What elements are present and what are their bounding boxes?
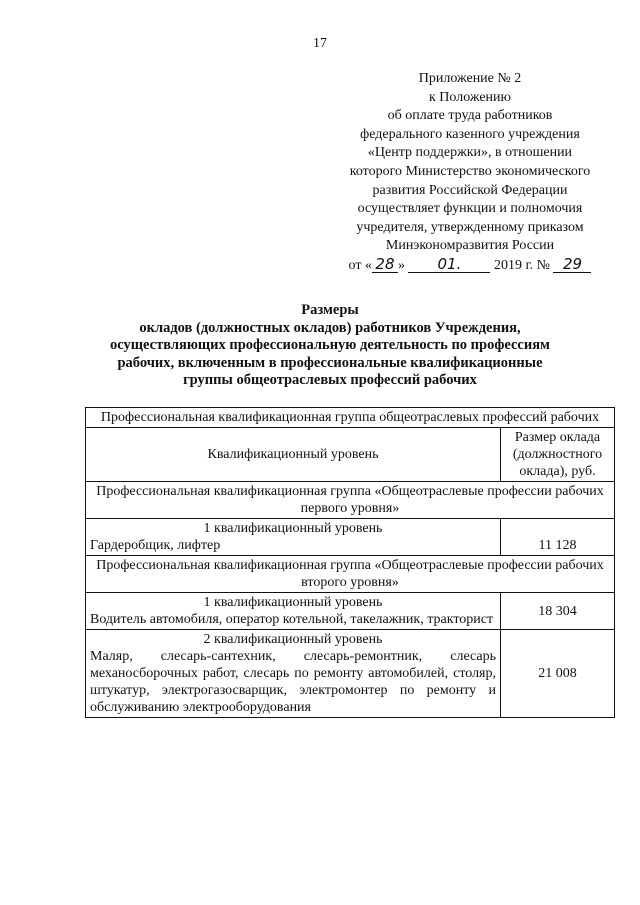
job-list: Гардеробщик, лифтер: [90, 538, 221, 553]
title-line: группы общеотраслевых профессий рабочих: [183, 372, 477, 389]
appendix-line: Приложение № 2: [418, 71, 522, 86]
column-header-salary: Размер оклада (должностного оклада), руб.: [501, 428, 615, 482]
group-row: Профессиональная квалификационная группа «Общеотраслевые профессии рабочих второго уровня»: [86, 556, 615, 593]
appendix-line: Минэкономразвития России: [385, 238, 555, 254]
job-list: Маляр, слесарь-сантехник, слесарь-ремонтник, слесарь механосборочных работ, слесарь по ремонту автомобилей, столяр, штукатур, электрогазосварщик, электромонтер по ремонту и обслуживанию электрооборудования: [90, 649, 496, 715]
salary-value: 21 008: [501, 630, 615, 718]
appendix-line: осуществляет функции и полномочия: [357, 201, 583, 217]
handwritten-month: 01.: [408, 257, 490, 273]
title-line: окладов (должностных окладов) работников Учреждения,: [139, 319, 521, 336]
table-row: [86, 593, 615, 630]
level-cell: [86, 593, 501, 630]
job-list: Водитель автомобиля, оператор котельной, такелажник, тракторист: [90, 612, 494, 627]
date-prefix: от «: [348, 257, 372, 273]
title-line: Размеры: [301, 302, 359, 318]
table-row: [86, 519, 615, 556]
table-row: [86, 428, 615, 482]
salary-value: 11 128: [501, 519, 615, 556]
document-title: [60, 302, 600, 390]
level-cell: [86, 519, 501, 556]
table-row: [86, 556, 615, 593]
level-title: 1 квалификационный уровень: [203, 521, 383, 536]
table-row: [86, 630, 615, 718]
appendix-line: «Центр поддержки», в отношении: [367, 145, 573, 161]
table-row: [86, 408, 615, 428]
column-header-level: Квалификационный уровень: [86, 428, 501, 482]
title-line: осуществляющих профессиональную деятельность по профессиям: [110, 337, 550, 354]
year-text: 2019 г. №: [493, 257, 550, 273]
page-number: 17: [313, 36, 327, 51]
handwritten-day: 28: [372, 257, 398, 273]
level-title: 1 квалификационный уровень: [203, 595, 383, 610]
appendix-line: учредителя, утвержденному приказом: [356, 219, 584, 235]
appendix-line: которого Министерство экономического: [349, 163, 591, 179]
appendix-line: к Положению: [428, 89, 511, 105]
appendix-block: [330, 70, 610, 276]
group-row: Профессиональная квалификационная группа «Общеотраслевые профессии рабочих первого уровня»: [86, 482, 615, 519]
date-mid: »: [397, 257, 405, 273]
salary-table: [85, 407, 615, 718]
appendix-line: развития Российской Федерации: [372, 182, 568, 198]
handwritten-order-number: 29: [553, 257, 591, 273]
level-cell: [86, 630, 501, 718]
order-date-line: [330, 254, 610, 276]
salary-value: 18 304: [501, 593, 615, 630]
appendix-line: федерального казенного учреждения: [360, 126, 580, 142]
title-line: рабочих, включенным в профессиональные квалификационные: [117, 354, 543, 371]
level-title: 2 квалификационный уровень: [203, 632, 383, 647]
table-row: [86, 482, 615, 519]
group-header: Профессиональная квалификационная группа общеотраслевых профессий рабочих: [86, 408, 615, 428]
appendix-line: об оплате труда работников: [387, 108, 553, 124]
